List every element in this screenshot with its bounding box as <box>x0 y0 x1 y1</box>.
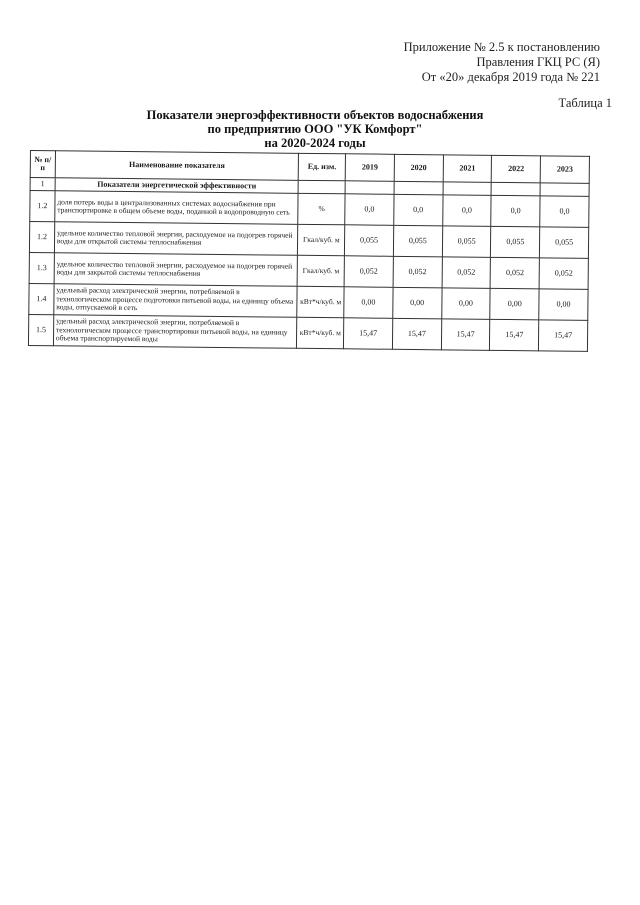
row-value: 15,47 <box>392 318 441 350</box>
row-unit: % <box>298 193 345 224</box>
approval-block <box>404 40 600 85</box>
row-value: 0,0 <box>345 194 394 226</box>
row-name: доля потерь воды в централизованных системах водоснабжения при транспортировке в общем объеме воды, поданной в водопроводную сеть <box>55 191 299 225</box>
section-num: 1 <box>30 178 55 191</box>
row-unit: кВт*ч/куб. м <box>297 286 344 317</box>
col-header-year: 2023 <box>540 156 589 184</box>
row-num: 1.5 <box>28 314 53 345</box>
row-value: 0,0 <box>394 194 443 226</box>
table-number: Таблица 1 <box>558 96 612 110</box>
title-line: Показатели энергоэффективности объектов водоснабжения <box>146 108 484 122</box>
col-header-num: № п/п <box>30 151 55 178</box>
row-unit: Гкал/куб. м <box>297 255 344 286</box>
indicators-table <box>28 150 590 352</box>
approval-line: Правления ГКЦ РС (Я) <box>476 55 600 69</box>
row-value: 0,00 <box>393 287 442 319</box>
empty-cell <box>298 180 345 193</box>
row-value: 0,052 <box>393 256 442 288</box>
row-unit: Гкал/куб. м <box>298 224 345 255</box>
row-value: 15,47 <box>441 319 490 351</box>
col-header-year: 2019 <box>345 154 394 182</box>
section-label: Показатели энергетической эффективности <box>55 178 299 194</box>
row-value: 15,47 <box>539 320 588 352</box>
row-value: 0,055 <box>393 225 442 257</box>
row-value: 0,00 <box>490 288 539 320</box>
row-name: удельное количество тепловой энергии, расходуемое на подогрев горячей воды для закрытой системы теплоснабжения <box>54 253 298 287</box>
row-value: 0,00 <box>539 289 588 321</box>
col-header-unit: Ед. изм. <box>299 153 346 180</box>
col-header-year: 2021 <box>443 155 492 183</box>
document-title <box>120 108 510 150</box>
row-value: 0,055 <box>345 225 394 257</box>
title-line: по предприятию ООО "УК Комфорт" <box>207 122 423 136</box>
row-value: 0,055 <box>442 226 491 258</box>
row-value: 0,00 <box>344 287 393 319</box>
row-num: 1.3 <box>29 252 54 283</box>
empty-cell <box>345 181 394 195</box>
col-header-year: 2022 <box>492 155 541 183</box>
empty-cell <box>491 182 540 196</box>
row-name: удельный расход электрической энергии, потребляемой в технологическом процессе транспортировки питьевой воды, на единицу объема транспортируемой воды <box>53 315 297 349</box>
row-value: 0,055 <box>540 227 589 259</box>
row-value: 0,052 <box>442 257 491 289</box>
row-value: 0,052 <box>490 257 539 289</box>
col-header-year: 2020 <box>394 154 443 182</box>
row-value: 0,052 <box>344 256 393 288</box>
table-row <box>28 314 587 351</box>
approval-line: Приложение № 2.5 к постановлению <box>403 40 600 54</box>
row-value: 0,0 <box>540 196 589 228</box>
row-unit: кВт*ч/куб. м <box>297 317 344 348</box>
empty-cell <box>540 183 589 197</box>
row-num: 1.4 <box>29 283 54 314</box>
empty-cell <box>443 182 492 196</box>
row-value: 0,00 <box>441 288 490 320</box>
row-value: 15,47 <box>344 318 393 350</box>
empty-cell <box>394 181 443 195</box>
row-value: 15,47 <box>490 319 539 351</box>
row-value: 0,0 <box>442 195 491 227</box>
title-line: на 2020-2024 годы <box>264 136 366 150</box>
row-num: 1.2 <box>29 222 54 253</box>
approval-line: От «20» декабря 2019 года № 221 <box>421 70 600 84</box>
row-num: 1.2 <box>30 191 55 222</box>
row-value: 0,0 <box>491 195 540 227</box>
row-name: удельное количество тепловой энергии, расходуемое на подогрев горячей воды для открытой системы теплоснабжения <box>54 222 298 256</box>
row-value: 0,055 <box>491 226 540 258</box>
col-header-name: Наименование показателя <box>55 151 299 181</box>
row-name: удельный расход электрической энергии, потребляемой в технологическом процессе подготовки питьевой воды, на единицу объема воды, отпускаемой в сеть <box>54 284 298 318</box>
row-value: 0,052 <box>539 258 588 290</box>
